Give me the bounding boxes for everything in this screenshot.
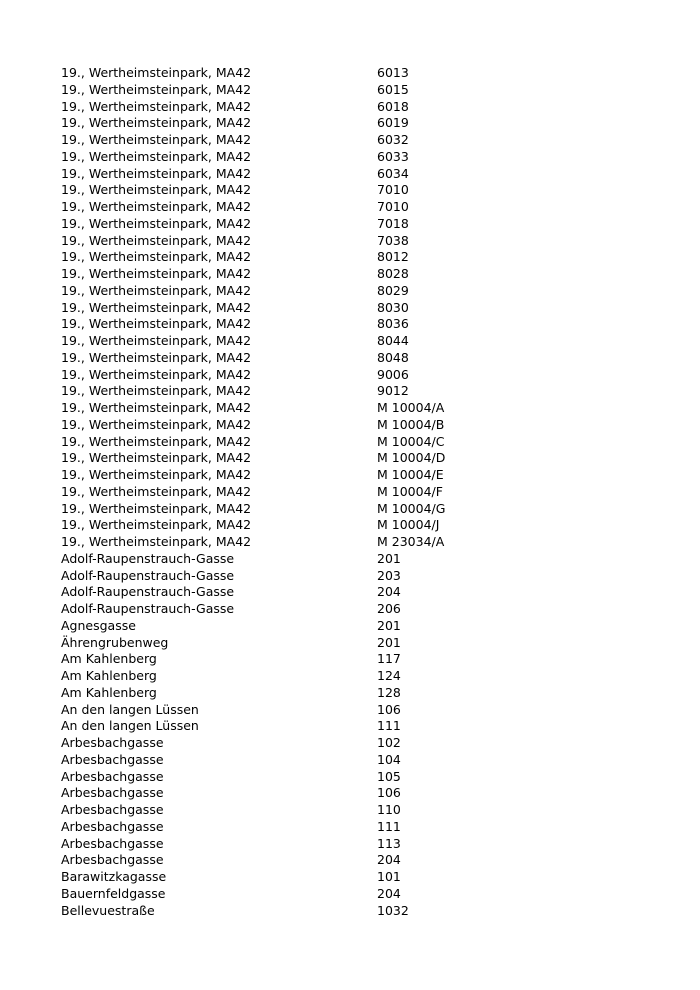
number-cell: 6034: [377, 165, 409, 181]
location-cell: An den langen Lüssen: [61, 701, 199, 717]
number-cell: 201: [377, 634, 401, 650]
location-cell: Arbesbachgasse: [61, 818, 164, 834]
location-cell: Adolf-Raupenstrauch-Gasse: [61, 601, 235, 616]
location-cell: 19., Wertheimsteinpark, MA42: [61, 299, 252, 315]
number-cell: 8030: [377, 299, 409, 315]
number-cell: 8012: [377, 249, 409, 265]
number-cell: 6019: [377, 115, 409, 131]
number-cell: 113: [377, 835, 401, 851]
location-cell: Adolf-Raupenstrauch-Gasse: [61, 550, 235, 566]
number-cell: 1032: [377, 902, 409, 918]
location-cell: 19., Wertheimsteinpark, MA42: [61, 132, 252, 147]
number-cell: 206: [377, 601, 401, 616]
number-cell: 8036: [377, 316, 409, 332]
number-cell: M 10004/A: [377, 400, 445, 415]
number-cell: M 10004/E: [377, 467, 444, 482]
number-cell: 104: [377, 751, 401, 767]
location-cell: Ährengrubenweg: [61, 634, 169, 650]
location-cell: Am Kahlenberg: [61, 684, 157, 700]
number-cell: 7018: [377, 215, 409, 231]
number-cell: 9012: [377, 383, 409, 399]
number-cell: 6015: [377, 81, 409, 97]
location-cell: 19., Wertheimsteinpark, MA42: [61, 483, 252, 499]
number-cell: 204: [377, 584, 401, 600]
location-cell: 19., Wertheimsteinpark, MA42: [61, 450, 252, 466]
number-cell: 204: [377, 852, 401, 868]
location-cell: Arbesbachgasse: [61, 751, 164, 767]
location-cell: 19., Wertheimsteinpark, MA42: [61, 534, 252, 549]
location-cell: Arbesbachgasse: [61, 768, 164, 784]
number-cell: M 10004/D: [377, 450, 446, 466]
location-cell: An den langen Lüssen: [61, 718, 199, 734]
location-cell: 19., Wertheimsteinpark, MA42: [61, 182, 252, 198]
location-cell: 19., Wertheimsteinpark, MA42: [61, 366, 252, 382]
location-cell: Am Kahlenberg: [61, 651, 157, 667]
number-cell: 101: [377, 869, 401, 884]
location-cell: Arbesbachgasse: [61, 852, 164, 868]
location-cell: Arbesbachgasse: [61, 802, 164, 817]
number-cell: M 10004/J: [377, 517, 440, 533]
number-cell: M 10004/C: [377, 433, 445, 449]
location-cell: Bellevuestraße: [61, 902, 155, 918]
location-cell: 19., Wertheimsteinpark, MA42: [61, 165, 252, 181]
location-cell: 19., Wertheimsteinpark, MA42: [61, 115, 252, 131]
number-cell: 102: [377, 735, 401, 750]
location-cell: 19., Wertheimsteinpark, MA42: [61, 433, 252, 449]
location-cell: Adolf-Raupenstrauch-Gasse: [61, 584, 235, 600]
location-cell: 19., Wertheimsteinpark, MA42: [61, 148, 252, 164]
number-cell: M 23034/A: [377, 534, 445, 549]
location-cell: 19., Wertheimsteinpark, MA42: [61, 81, 252, 97]
location-cell: 19., Wertheimsteinpark, MA42: [61, 215, 252, 231]
location-cell: 19., Wertheimsteinpark, MA42: [61, 266, 252, 281]
location-cell: 19., Wertheimsteinpark, MA42: [61, 249, 252, 265]
number-cell: 111: [377, 718, 401, 734]
number-cell: 201: [377, 617, 401, 633]
number-cell: M 10004/G: [377, 500, 446, 516]
number-cell: 7010: [377, 182, 409, 198]
number-cell: 8029: [377, 282, 409, 298]
number-cell: 106: [377, 701, 401, 717]
number-cell: 9006: [377, 366, 409, 382]
number-cell: 110: [377, 802, 401, 817]
number-cell: 128: [377, 684, 401, 700]
location-cell: 19., Wertheimsteinpark, MA42: [61, 467, 252, 482]
location-cell: Arbesbachgasse: [61, 735, 164, 750]
location-cell: Bauernfeldgasse: [61, 885, 166, 901]
number-cell: 201: [377, 550, 401, 566]
number-cell: 7038: [377, 232, 409, 248]
location-cell: 19., Wertheimsteinpark, MA42: [61, 517, 252, 533]
location-cell: 19., Wertheimsteinpark, MA42: [61, 232, 252, 248]
number-cell: 124: [377, 668, 401, 683]
location-cell: 19., Wertheimsteinpark, MA42: [61, 500, 252, 516]
location-cell: Arbesbachgasse: [61, 835, 164, 851]
location-cell: 19., Wertheimsteinpark, MA42: [61, 416, 252, 432]
number-cell: 8028: [377, 266, 409, 281]
number-cell: 7010: [377, 199, 409, 214]
number-cell: 117: [377, 651, 401, 667]
number-cell: 8044: [377, 333, 409, 348]
location-cell: 19., Wertheimsteinpark, MA42: [61, 65, 252, 80]
location-cell: 19., Wertheimsteinpark, MA42: [61, 400, 252, 415]
number-cell: M 10004/F: [377, 483, 443, 499]
location-cell: Barawitzkagasse: [61, 869, 167, 884]
location-cell: 19., Wertheimsteinpark, MA42: [61, 282, 252, 298]
number-cell: 6032: [377, 132, 409, 147]
location-cell: 19., Wertheimsteinpark, MA42: [61, 349, 252, 365]
location-cell: Adolf-Raupenstrauch-Gasse: [61, 567, 235, 583]
number-cell: 203: [377, 567, 401, 583]
number-cell: 6013: [377, 65, 409, 80]
location-cell: Agnesgasse: [61, 617, 136, 633]
location-cell: 19., Wertheimsteinpark, MA42: [61, 199, 252, 214]
number-cell: 106: [377, 785, 401, 801]
location-cell: 19., Wertheimsteinpark, MA42: [61, 333, 252, 348]
number-cell: 105: [377, 768, 401, 784]
number-cell: 6033: [377, 148, 409, 164]
number-cell: 204: [377, 885, 401, 901]
location-cell: 19., Wertheimsteinpark, MA42: [61, 383, 252, 399]
number-cell: M 10004/B: [377, 416, 445, 432]
number-cell: 6018: [377, 98, 409, 114]
location-cell: Arbesbachgasse: [61, 785, 164, 801]
location-cell: 19., Wertheimsteinpark, MA42: [61, 316, 252, 332]
location-cell: Am Kahlenberg: [61, 668, 157, 683]
location-cell: 19., Wertheimsteinpark, MA42: [61, 98, 252, 114]
number-cell: 111: [377, 818, 401, 834]
number-cell: 8048: [377, 349, 409, 365]
